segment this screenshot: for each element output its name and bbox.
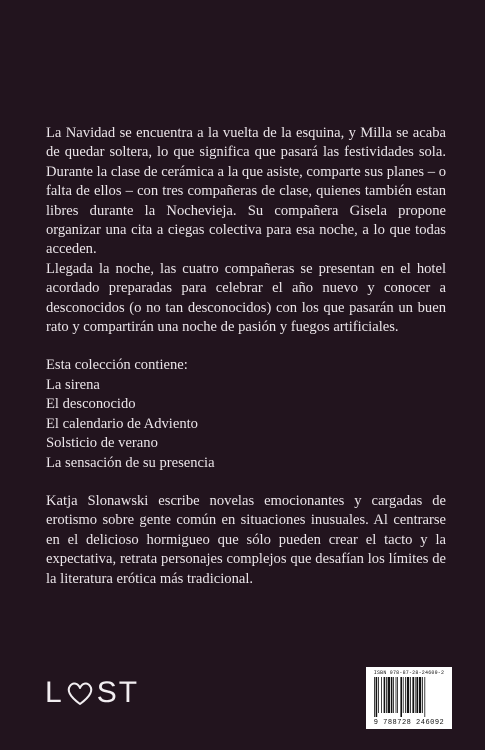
- barcode-bar: [386, 677, 387, 713]
- barcode-bar: [396, 677, 397, 713]
- isbn-barcode: [366, 667, 452, 729]
- barcode-bar: [388, 677, 390, 713]
- barcode-bar: [403, 677, 404, 713]
- barcode-bar: [397, 677, 398, 713]
- barcode-bar: [410, 677, 411, 713]
- collection-item: El desconocido: [46, 396, 136, 413]
- back-cover-blurb: [46, 124, 446, 589]
- barcode-bar: [405, 677, 406, 713]
- barcode-bar: [422, 677, 423, 713]
- barcode-bar: [419, 677, 421, 713]
- collection-item: Solsticio de verano: [46, 435, 158, 452]
- barcode-bar: [384, 677, 386, 713]
- logo-letter-l: L: [45, 676, 64, 709]
- barcode-bar: [376, 677, 378, 717]
- collection-intro: Esta colección contiene:: [46, 357, 188, 374]
- barcode-bar: [412, 677, 414, 713]
- author-bio: Katja Slonawski escribe novelas emocionantes y cargadas de erotismo sobre gente común en situaciones inusuales. Al centrarse en el delicioso hormigueo que sólo pueden crear el tacto y la expectativa, retrata personajes complejos que desafían los límites de la literatura erótica más tradicional.: [46, 492, 446, 587]
- barcode-bar: [400, 677, 402, 717]
- synopsis-paragraph-2: Llegada la noche, las cuatro compañeras se presentan en el hotel acordado preparadas para celebrar el año nuevo y conocer a desconocidos (o no tan desconocidos) con los que pasarán un buen rato y compartirán una noche de pasión y fuegos artificiales.: [46, 260, 446, 336]
- barcode-bar: [424, 677, 425, 717]
- barcode-bar: [374, 677, 375, 717]
- collection-item: El calendario de Adviento: [46, 415, 198, 432]
- isbn-label: ISBN 978-87-28-24609-2: [373, 670, 445, 676]
- barcode-bar: [391, 677, 393, 713]
- barcode-bar: [416, 677, 418, 713]
- publisher-logo: [45, 673, 139, 713]
- logo-letters-st: ST: [96, 676, 140, 709]
- collection-item: La sirena: [46, 376, 100, 393]
- heart-o-icon: [65, 678, 95, 708]
- barcode-bar: [415, 677, 416, 713]
- collection-list: [46, 376, 446, 473]
- collection-item: La sensación de su presencia: [46, 454, 215, 471]
- barcode-bar: [381, 677, 382, 713]
- barcode-bar: [393, 677, 394, 713]
- barcode-digits: 9 788728 246092: [373, 719, 445, 727]
- barcode-bar: [407, 677, 409, 713]
- barcode-bar: [378, 677, 379, 713]
- synopsis-paragraph-1: La Navidad se encuentra a la vuelta de la esquina, y Milla se acaba de quedar soltera, lo que significa que pasará las festividades sola. Durante la clase de cerámica a la que asiste, comparte sus planes – o falta de ellos – con tres compañeras de clase, quienes también estan libres durante la Nochevieja. Su compañera Gisela propone organizar una cita a ciegas colectiva para esa noche, a lo que todas acceden.: [46, 125, 446, 258]
- barcode-bars: [374, 677, 444, 717]
